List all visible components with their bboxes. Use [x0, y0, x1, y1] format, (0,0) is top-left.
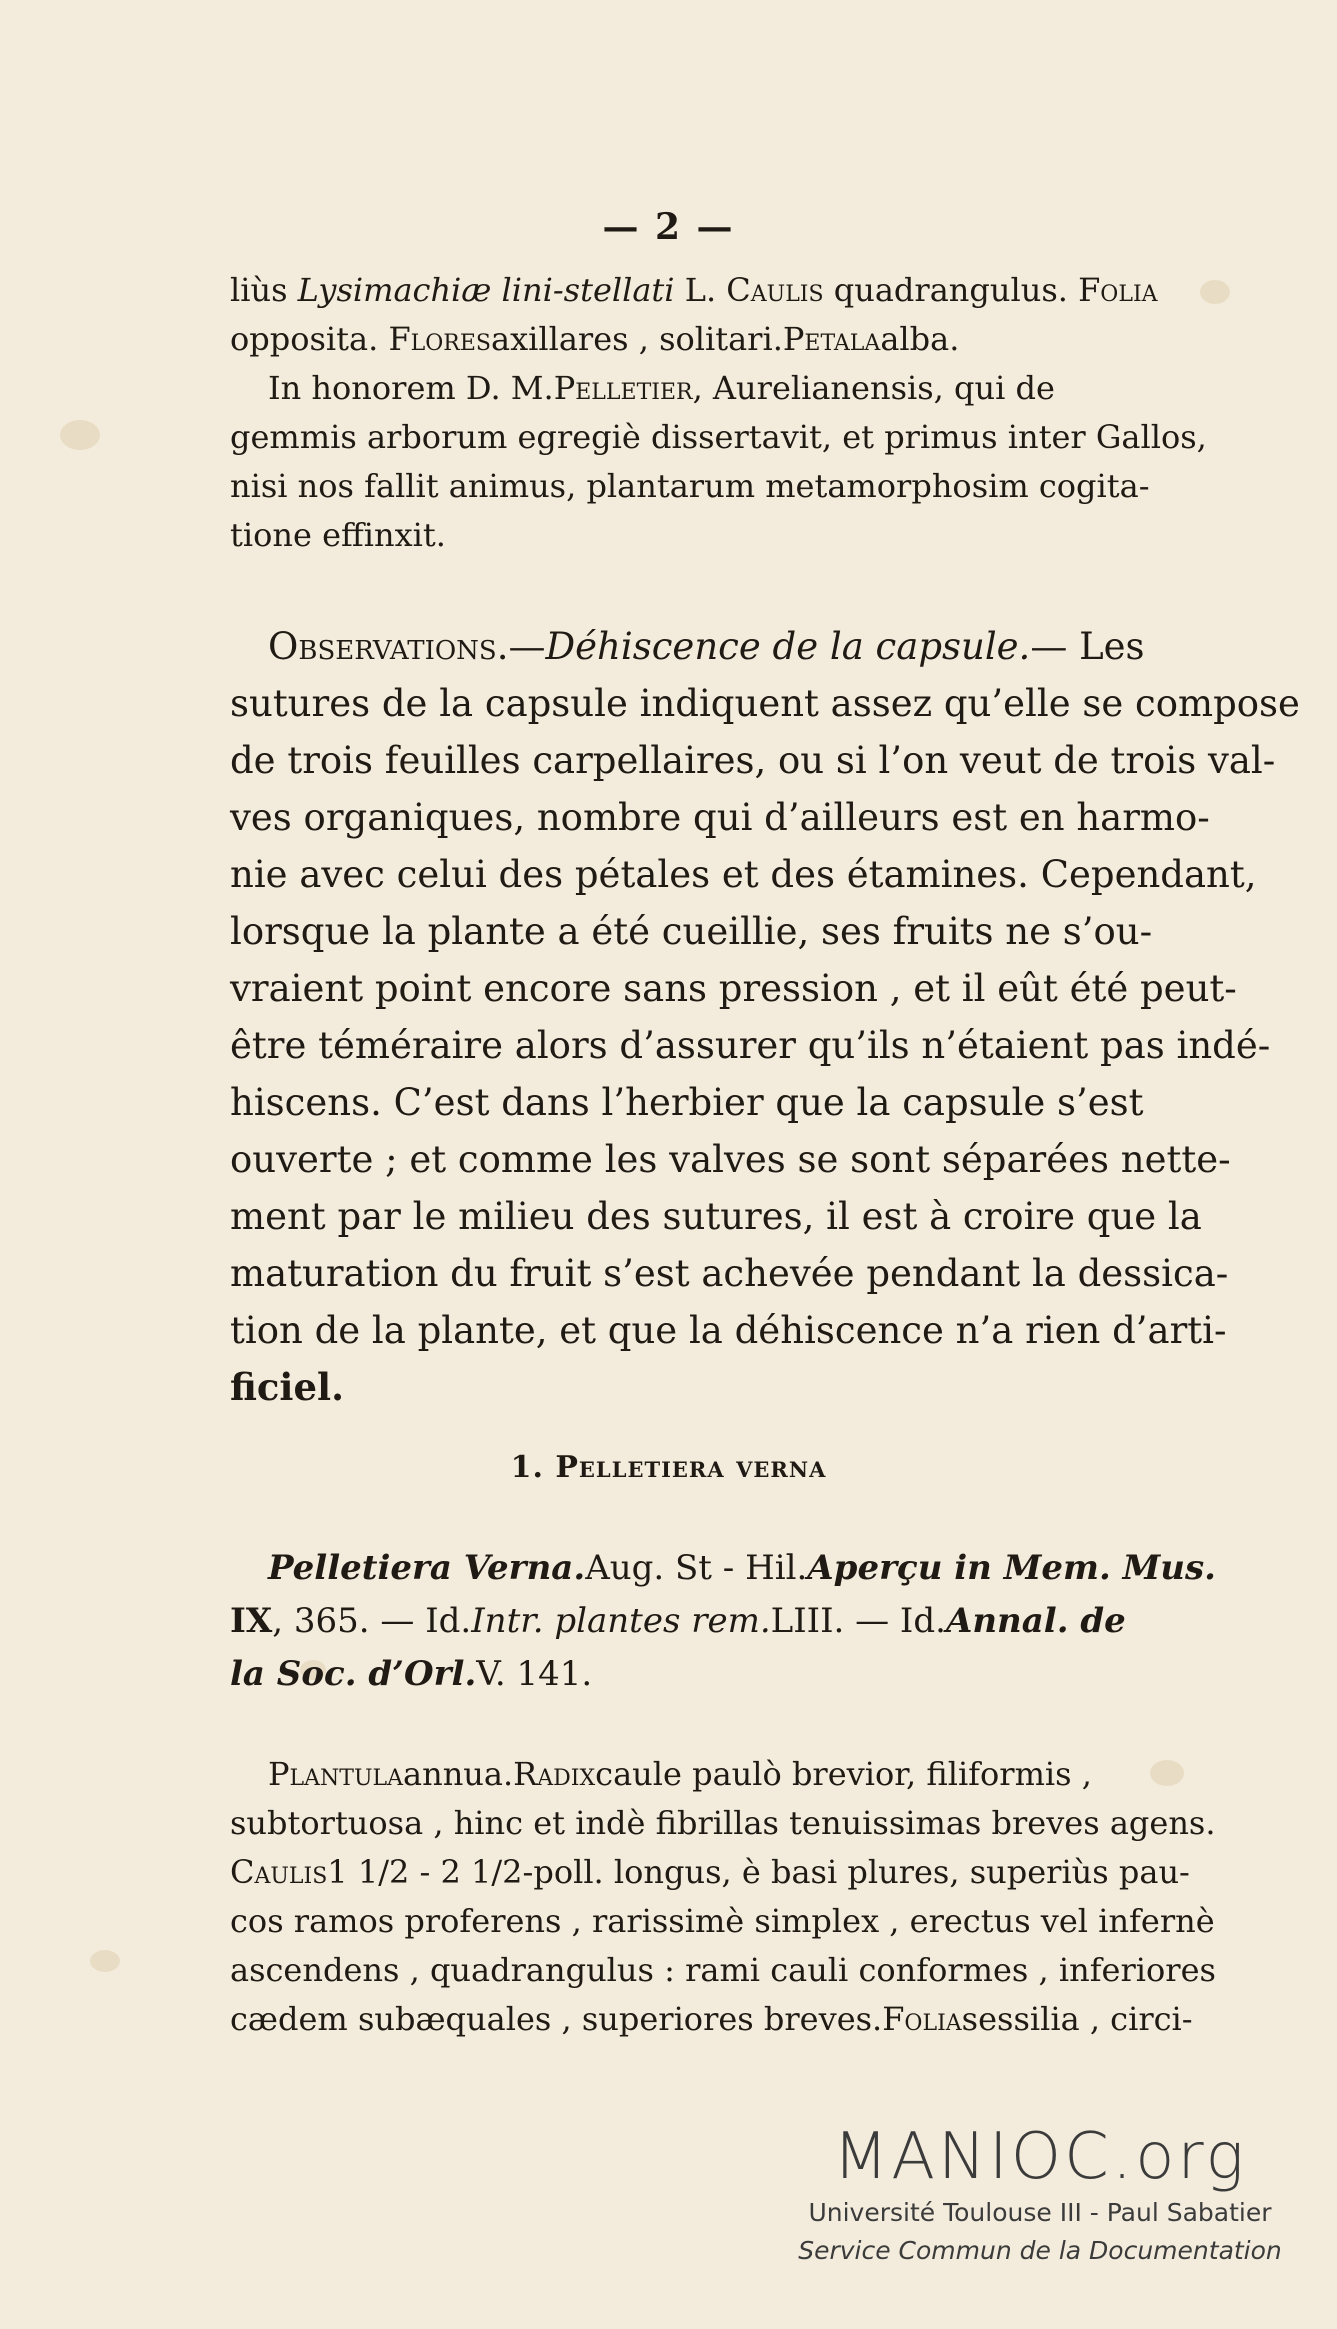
text-line: opposita. Flores axillares , solitari. Petala alba.	[230, 320, 960, 358]
text-line: ficiel.	[230, 1365, 344, 1409]
text-line: Observations. — Déhiscence de la capsule. — Les	[268, 625, 1145, 668]
text-line: maturation du fruit s’est achevée pendant la dessica-	[230, 1252, 1229, 1295]
references	[230, 1542, 1262, 1701]
text-line: IX , 365. — Id. Intr. plantes rem. LIII. — Id. Annal. de	[230, 1601, 1126, 1641]
text-line: être téméraire alors d’assurer qu’ils n’étaient pas indé-	[230, 1024, 1271, 1067]
footer-watermark	[790, 2120, 1290, 2270]
text-line: nisi nos fallit animus, plantarum metamorphosim cogita-	[230, 467, 1150, 505]
page-number: — 2 —	[602, 206, 735, 248]
text-line: sutures de la capsule indiquent assez qu’elle se compose	[230, 682, 1300, 725]
text-line: In honorem D. M. Pelletier , Aurelianensis, qui de	[268, 369, 1055, 407]
text-line: subtortuosa , hinc et indè fibrillas tenuissimas breves agens.	[230, 1804, 1216, 1842]
manioc-logo: MANIOC.org	[833, 2120, 1247, 2194]
text-line: lorsque la plante a été cueillie, ses fruits ne s’ou-	[230, 910, 1153, 953]
observations-paragraph	[230, 618, 1300, 1416]
text-line: vraient point encore sans pression , et il eût été peut-	[230, 967, 1237, 1010]
text-line: tione effinxit.	[230, 516, 446, 554]
text-line: Caulis 1 1/2 - 2 1/2-poll. longus, è basi plures, superiùs pau-	[230, 1853, 1190, 1891]
section-title: 1. Pelletiera verna	[510, 1450, 827, 1485]
text-line: nie avec celui des pétales et des étamines. Cependant,	[230, 853, 1257, 896]
text-line: liùs Lysimachiæ lini-stellati L. Caulis quadrangulus. Folia	[230, 271, 1158, 309]
text-line: cædem subæquales , superiores breves. Folia sessilia , circi-	[230, 2000, 1193, 2038]
latin-paragraph	[230, 266, 1262, 560]
text-line: hiscens. C’est dans l’herbier que la capsule s’est	[230, 1081, 1144, 1124]
institution-name: Université Toulouse III - Paul Sabatier	[808, 2198, 1272, 2227]
text-line: la Soc. d’Orl. V. 141.	[230, 1654, 593, 1694]
text-line: gemmis arborum egregiè dissertavit, et primus inter Gallos,	[230, 418, 1207, 456]
text-line: Pelletiera Verna. Aug. St - Hil. Aperçu in Mem. Mus.	[268, 1548, 1216, 1588]
text-line: ves organiques, nombre qui d’ailleurs est en harmo-	[230, 796, 1210, 839]
text-line: cos ramos proferens , rarissimè simplex , erectus vel infernè	[230, 1902, 1215, 1940]
description-paragraph	[230, 1750, 1262, 2044]
service-name: Service Commun de la Documentation	[798, 2236, 1282, 2265]
text-line: ouverte ; et comme les valves se sont séparées nette-	[230, 1138, 1231, 1181]
text-line: tion de la plante, et que la déhiscence n’a rien d’arti-	[230, 1309, 1227, 1352]
text-line: Plantula annua. Radix caule paulò brevior, filiformis ,	[268, 1755, 1092, 1793]
text-line: ment par le milieu des sutures, il est à croire que la	[230, 1195, 1202, 1238]
text-line: de trois feuilles carpellaires, ou si l’on veut de trois val-	[230, 739, 1276, 782]
text-line: ascendens , quadrangulus : rami cauli conformes , inferiores	[230, 1951, 1216, 1989]
